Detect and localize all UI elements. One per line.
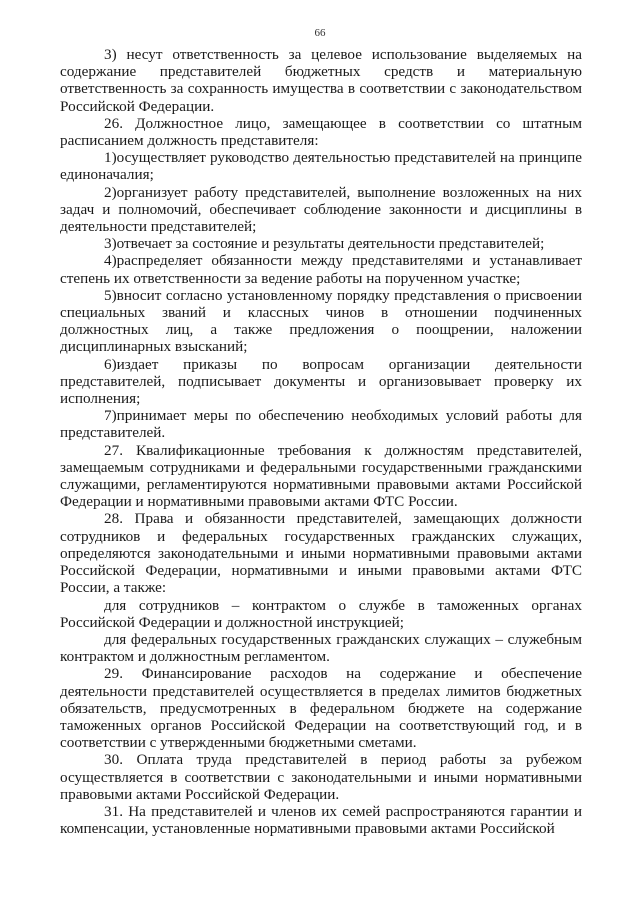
paragraph-26: 26. Должностное лицо, замещающее в соответствии со штатным расписанием должность представителя: [60, 114, 582, 150]
list-item-26-6 [60, 356, 582, 408]
paragraph-3-continued: 3) несут ответственность за целевое использование выделяемых на содержание представителей бюджетных средств и материальную ответственность за сохранность имущества в соответствии с законодательством Российской Федерации. [60, 46, 582, 115]
list-item-26-1 [60, 149, 582, 183]
page-number: 66 [314, 27, 326, 39]
list-item-26-7 [60, 407, 582, 441]
list-number: 5) [104, 286, 117, 304]
list-number: 1) [104, 149, 117, 167]
document-body [60, 46, 582, 837]
list-number: 2) [104, 183, 117, 201]
paragraph-31: 31. На представителей и членов их семей распространяются гарантии и компенсации, установленные нормативными правовыми актами Российской [60, 802, 582, 838]
list-number: 7) [104, 407, 117, 425]
list-item-26-3 [60, 235, 582, 252]
paragraph-28-civil-servants: для федеральных государственных гражданских служащих – служебным контрактом и должностным регламентом. [60, 630, 582, 666]
list-text: издает приказы по вопросам организации деятельности представителей, подписывает документы и организовывает проверку их исполнения; [60, 355, 582, 408]
list-text: осуществляет руководство деятельностью представителей на принципе единоначалия; [60, 149, 582, 184]
list-number: 4) [104, 252, 117, 270]
paragraph-29: 29. Финансирование расходов на содержание и обеспечение деятельности представителей осуществляется в пределах лимитов бюджетных обязательств, предусмотренных в федеральном бюджете на содержание таможенных органов Российской Федерации на соответствующий год, и в соответствии с утвержденными бюджетными сметами. [60, 665, 582, 752]
list-text: распределяет обязанности между представителями и устанавливает степень их ответственности за ведение работы на порученном участке; [60, 252, 582, 287]
list-item-26-5 [60, 287, 582, 356]
list-number: 3) [104, 235, 117, 253]
paragraph-28-employees: для сотрудников – контрактом о службе в таможенных органах Российской Федерации и должностной инструкцией; [60, 596, 582, 631]
list-item-26-4 [60, 252, 582, 286]
paragraph-27: 27. Квалификационные требования к должностям представителей, замещаемым сотрудниками и федеральными государственными гражданскими служащими, регламентируются нормативными правовыми актами Российской Федерации и нормативными правовыми актами ФТС России. [60, 441, 582, 511]
list-text: принимает меры по обеспечению необходимых условий работы для представителей. [60, 407, 582, 442]
list-item-26-2 [60, 184, 582, 236]
list-text: отвечает за состояние и результаты деятельности представителей; [116, 235, 545, 253]
paragraph-30: 30. Оплата труда представителей в период работы за рубежом осуществляется в соответствии с законодательными и иными нормативными правовыми актами Российской Федерации. [60, 751, 582, 803]
list-text: организует работу представителей, выполнение возложенных на них задач и полномочий, обеспечивает соблюдение законности и дисциплины в деятельности представителей; [60, 183, 582, 236]
list-text: вносит согласно установленному порядку представления о присвоении специальных званий и классных чинов в отношении подчиненных должностных лиц, а также предложения о поощрении, наложении дисциплинарных взысканий; [60, 286, 582, 356]
paragraph-28: 28. Права и обязанности представителей, замещающих должности сотрудников и федеральных государственных гражданских служащих, определяются законодательными и иными нормативными правовыми актами Российской Федерации, нормативными и иными правовыми актами ФТС России, а также: [60, 510, 582, 597]
list-number: 6) [104, 355, 117, 373]
